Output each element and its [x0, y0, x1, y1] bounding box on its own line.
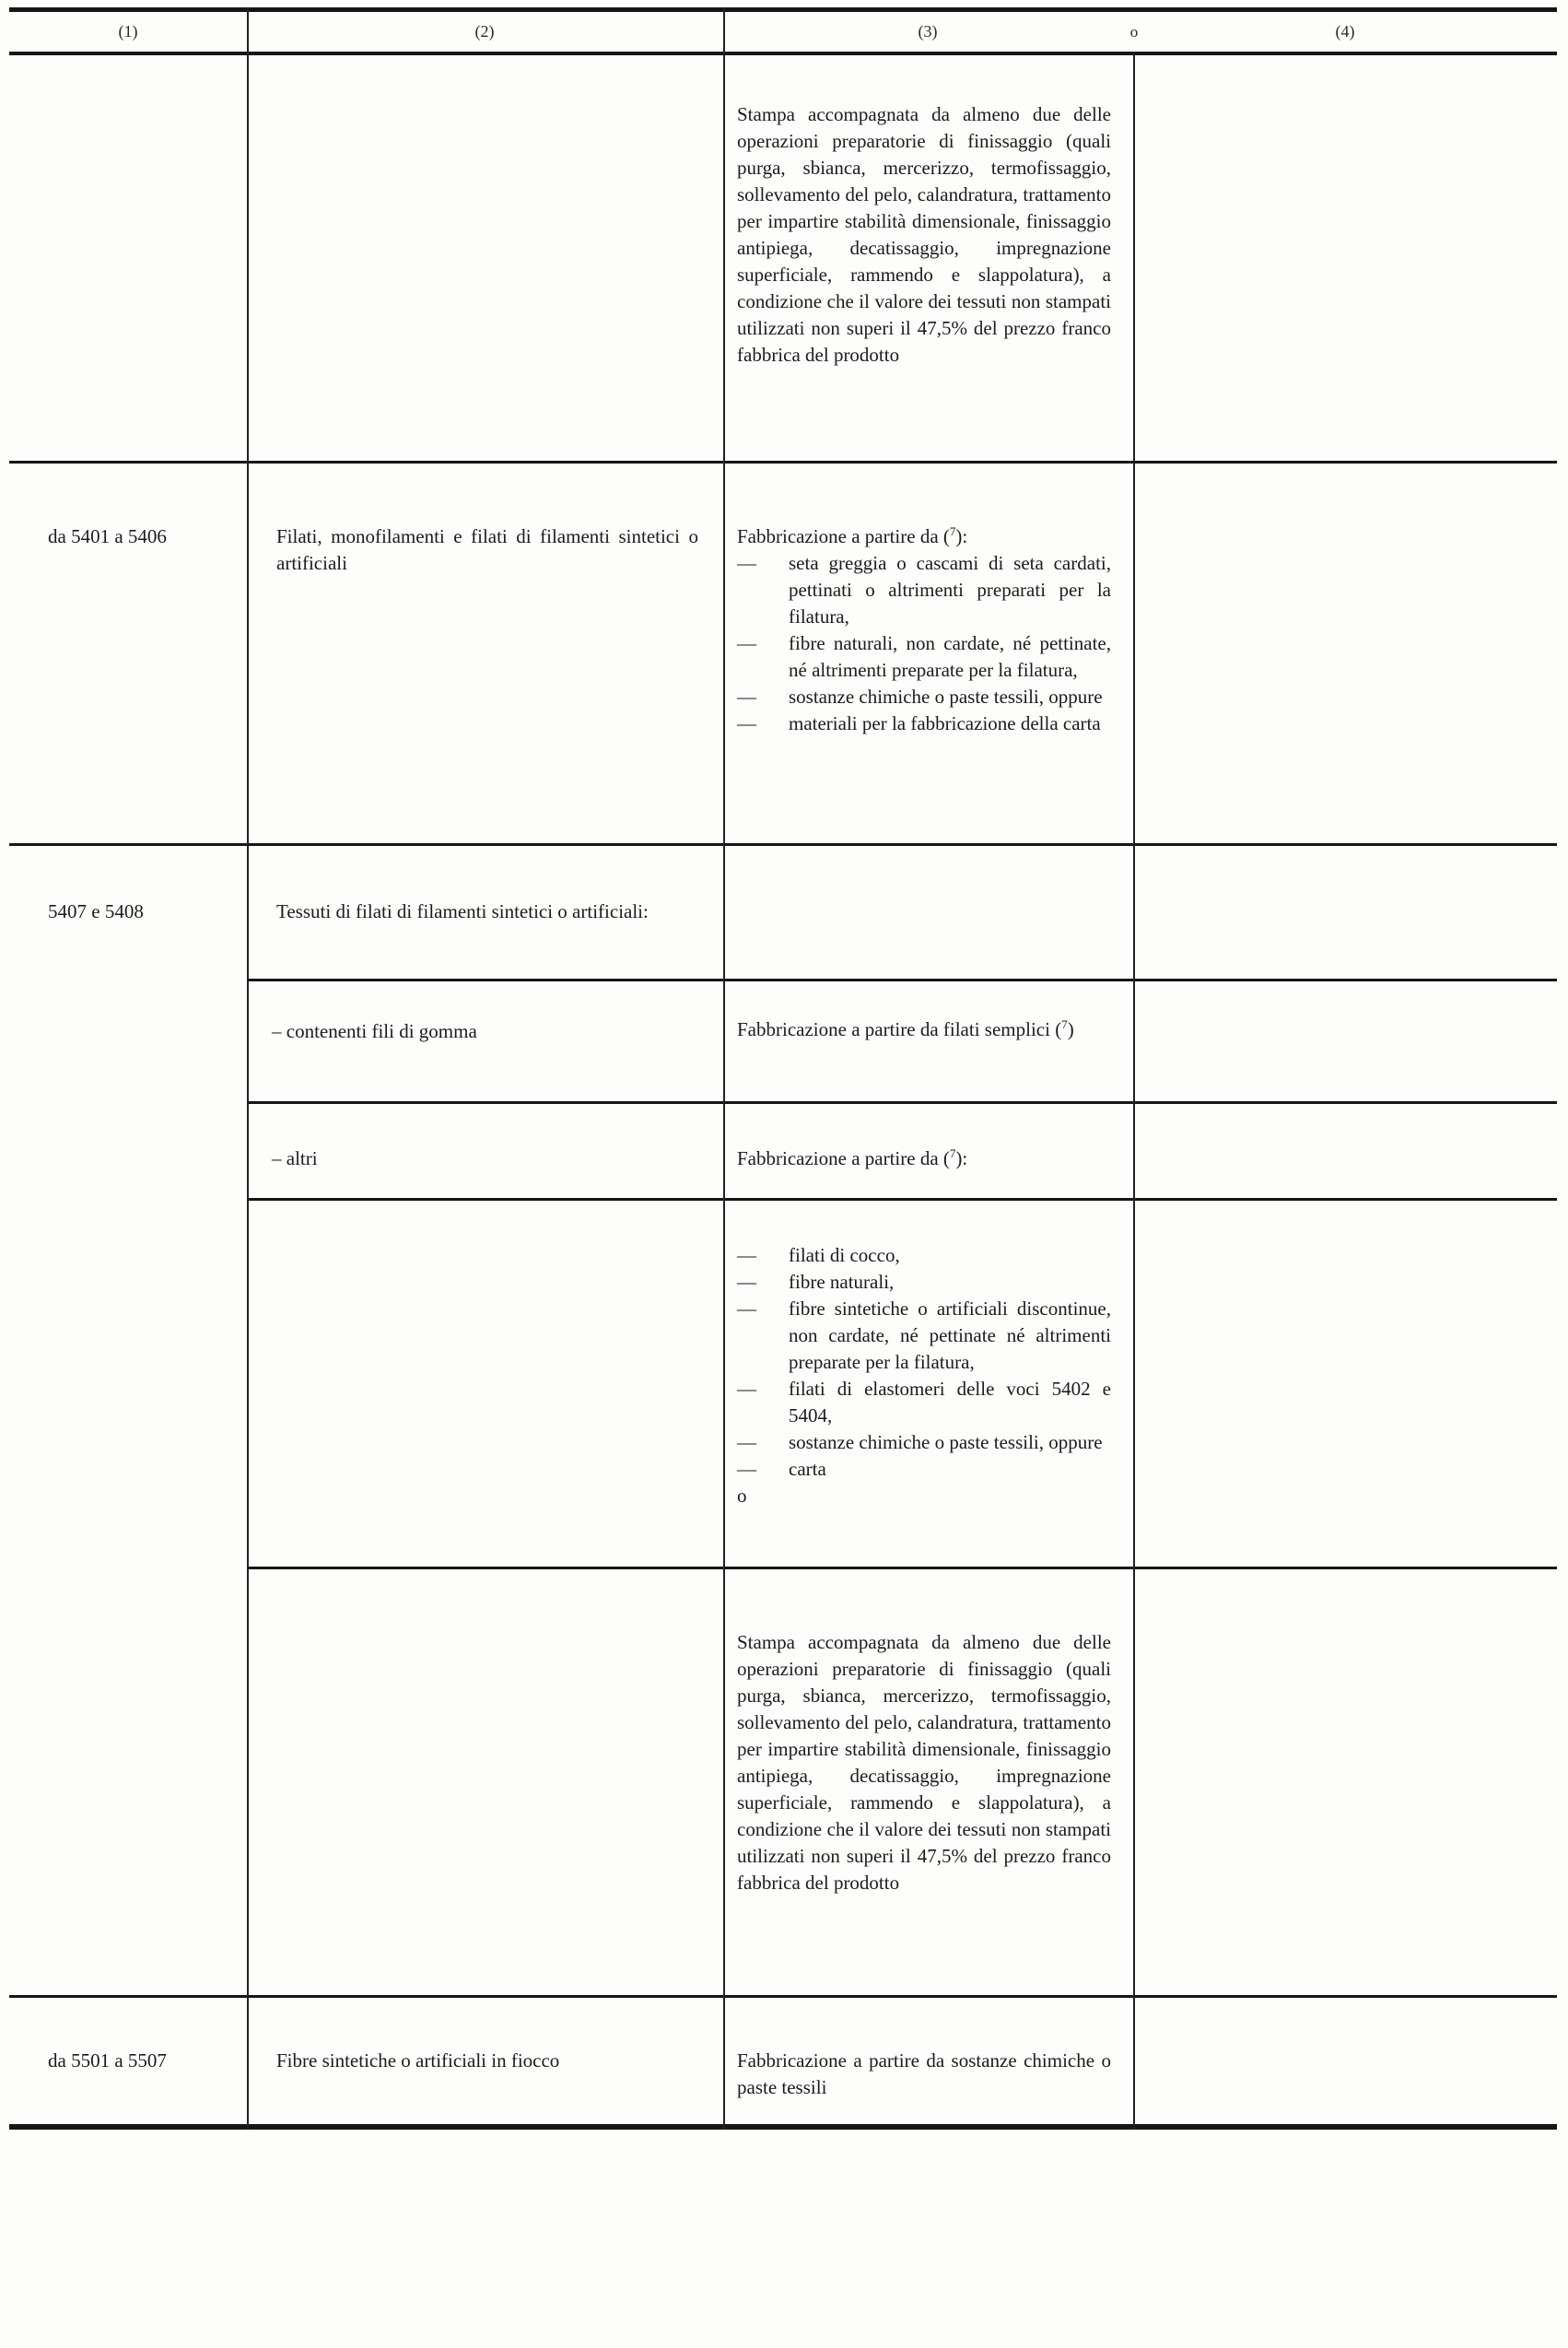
subrow-divider	[247, 1101, 1557, 1104]
list-item	[737, 684, 1111, 710]
dash-marker: —	[737, 552, 756, 574]
list-item	[737, 1456, 1111, 1483]
list-item	[737, 1296, 1111, 1376]
column-header-1: (1)	[118, 22, 138, 41]
or-connector: o	[737, 1485, 747, 1507]
table-top-rule	[9, 7, 1557, 12]
row-divider	[9, 461, 1557, 464]
column-header-3: (3)	[918, 22, 938, 41]
column-header-or: o	[1129, 23, 1139, 41]
list-item	[737, 550, 1111, 630]
list-item	[737, 1376, 1111, 1429]
list-item	[737, 1269, 1111, 1296]
list-item-text: fibre sintetiche o artificiali discontinue, non cardate, né pettinate né altrimenti preparate per la filatura,	[789, 1297, 1111, 1373]
cell-description-5501-5507: Fibre sintetiche o artificiali in fiocco	[276, 2049, 560, 2072]
cell-rule-5501-5507: Fabbricazione a partire da sostanze chimiche o paste tessili	[737, 2049, 1111, 2098]
dash-marker: —	[737, 1378, 756, 1400]
subrow-divider	[247, 979, 1557, 981]
cell-description-5401-5406: Filati, monofilamenti e filati di filamenti sintetici o artificiali	[276, 525, 698, 574]
footnote-ref: 7	[949, 1146, 956, 1160]
list-item-text: seta greggia o cascami di seta cardati, pettinati o altrimenti preparati per la filatura,	[789, 552, 1111, 628]
dash-marker: —	[737, 1431, 756, 1453]
list-item	[737, 1242, 1111, 1269]
list-item-text: fibre naturali,	[789, 1271, 895, 1293]
dash-marker: —	[737, 686, 756, 708]
header-bottom-rule	[9, 52, 1557, 55]
row-divider	[9, 843, 1557, 846]
cell-heading-5401-5406: da 5401 a 5406	[48, 525, 167, 547]
column-rule-3-4	[1133, 52, 1135, 2130]
dash-marker: —	[737, 712, 756, 734]
footnote-ref: 7	[1061, 1017, 1068, 1031]
column-rule-2-3	[723, 7, 725, 2130]
list-item	[737, 710, 1111, 737]
cell-description-5407-5408: Tessuti di filati di filamenti sintetici o artificiali:	[276, 900, 649, 922]
cell-heading-5501-5507: da 5501 a 5507	[48, 2049, 167, 2072]
cell-rule-gomma: Fabbricazione a partire da filati semplici ($^7$)	[737, 1017, 1074, 1040]
list-item-text: fibre naturali, non cardate, né pettinate, né altrimenti preparate per la filatura,	[789, 632, 1111, 681]
subrow-divider	[247, 1567, 1557, 1569]
cell-heading-5407-5408: 5407 e 5408	[48, 900, 144, 922]
cell-rule-5401-5406	[737, 523, 1111, 737]
paragraph-text: Stampa accompagnata da almeno due delle operazioni preparatorie di finissaggio (quali purga, sbianca, mercerizzo, termofissaggio, sollevamento del pelo, calandratura, trattamento per impartire stabilità dimensionale, finissaggio antipiega, decatissaggio, impregnazione superficiale, rammendo e slappolatura), a condizione che il valore dei tessuti non stampati utilizzati non superi il 47,5% del prezzo franco fabbrica del prodotto	[737, 1631, 1111, 1894]
cell-rule-stampa-2	[737, 1629, 1111, 1896]
paragraph-text: Stampa accompagnata da almeno due delle operazioni preparatorie di finissaggio (quali purga, sbianca, mercerizzo, termofissaggio, sollevamento del pelo, calandratura, trattamento per impartire stabilità dimensionale, finissaggio antipiega, decatissaggio, impregnazione superficiale, rammendo e slappolatura), a condizione che il valore dei tessuti non stampati utilizzati non superi il 47,5% del prezzo franco fabbrica del prodotto	[737, 103, 1111, 366]
list-item	[737, 630, 1111, 684]
column-rule-1-2	[247, 7, 249, 2130]
dash-marker: —	[737, 1458, 756, 1480]
dash-marker: —	[737, 632, 756, 654]
list-item	[737, 1429, 1111, 1456]
cell-subitem-altri: – altri	[272, 1147, 318, 1169]
footnote-ref: 7	[949, 524, 956, 538]
list-item-text: filati di elastomeri delle voci 5402 e 5404,	[789, 1378, 1111, 1426]
table-bottom-rule	[9, 2124, 1557, 2130]
rule-intro: Fabbricazione a partire da ($^7$):	[737, 524, 968, 547]
list-item-text: sostanze chimiche o paste tessili, oppure	[789, 686, 1103, 708]
column-header-2: (2)	[474, 22, 495, 41]
column-header-4: (4)	[1335, 22, 1355, 41]
cell-rule-altri: Fabbricazione a partire da ($^7$):	[737, 1146, 968, 1169]
dash-marker: —	[737, 1297, 756, 1320]
list-item-text: materiali per la fabbricazione della carta	[789, 712, 1101, 734]
cell-subitem-gomma: – contenenti fili di gomma	[272, 1020, 477, 1042]
subrow-divider	[247, 1198, 1557, 1201]
dash-marker: —	[737, 1244, 756, 1266]
list-item-text: filati di cocco,	[789, 1244, 900, 1266]
cell-rule-materials-list	[737, 1242, 1111, 1509]
list-item-text: carta	[789, 1458, 826, 1480]
row-divider	[9, 1995, 1557, 1998]
list-item-text: sostanze chimiche o paste tessili, oppure	[789, 1431, 1103, 1453]
cell-rule-stampa-1	[737, 101, 1111, 369]
dash-marker: —	[737, 1271, 756, 1293]
